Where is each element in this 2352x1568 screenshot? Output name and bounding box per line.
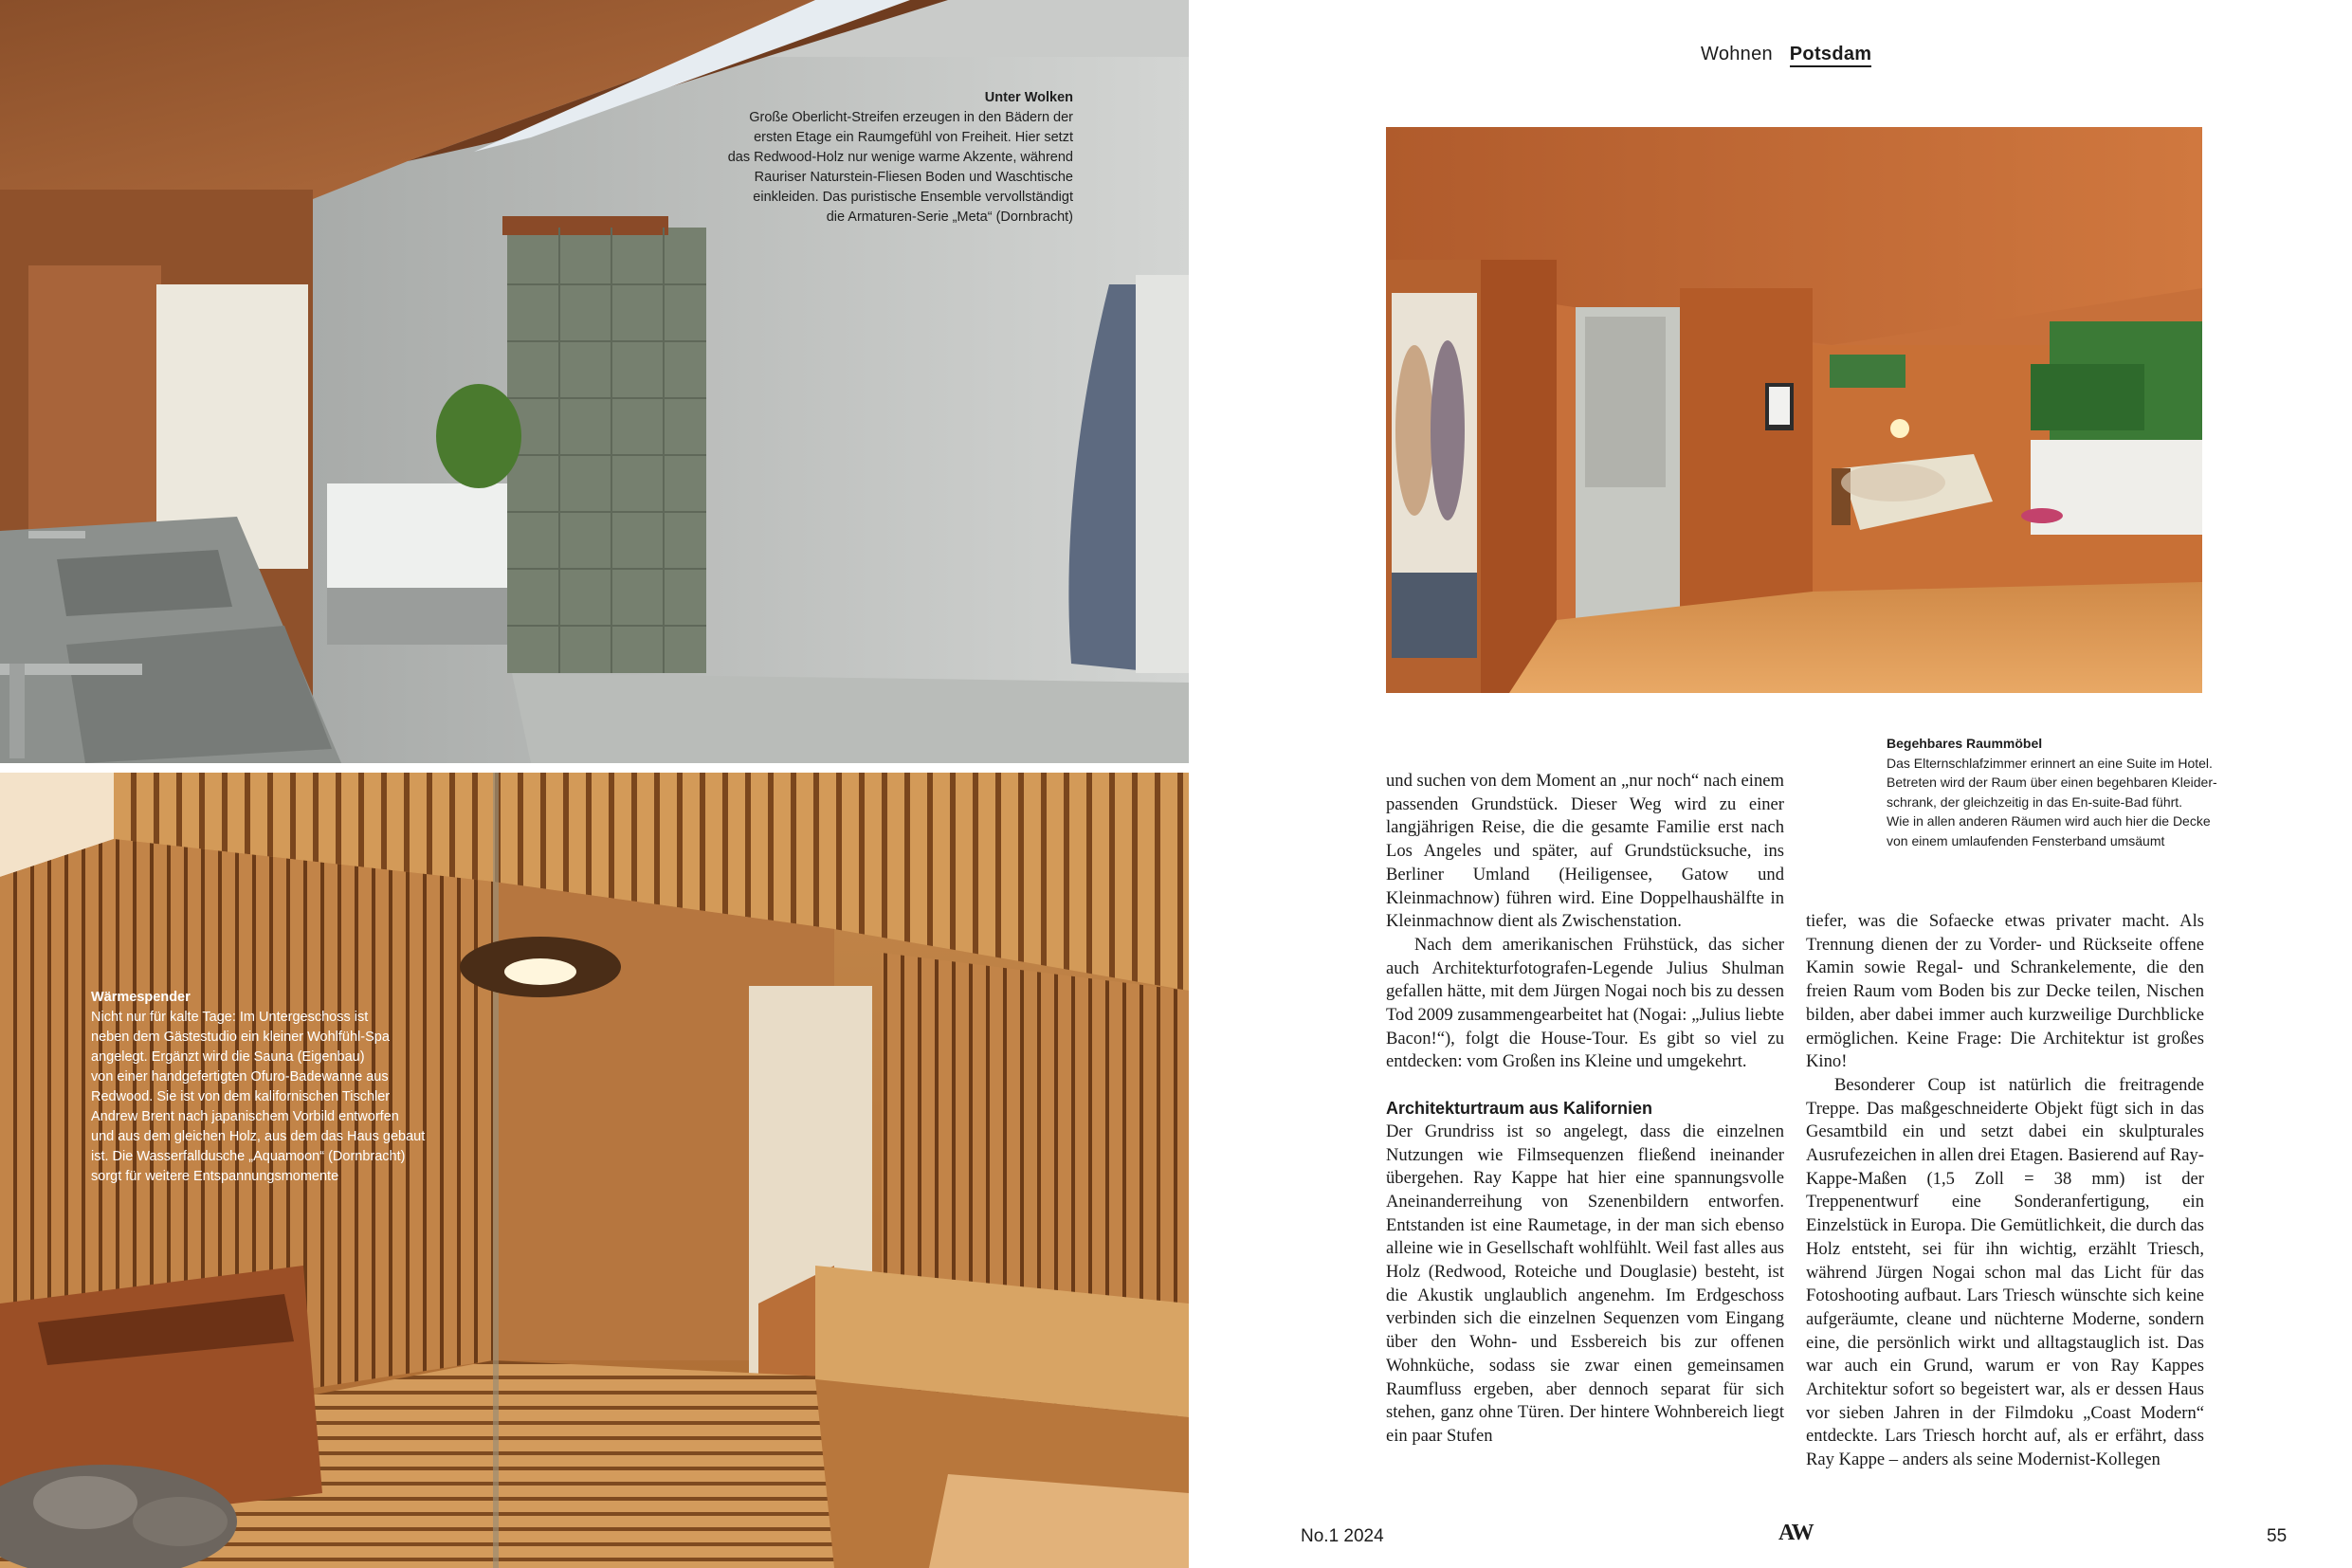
caption-line: Redwood. Sie ist von dem kalifornischen Tischler bbox=[91, 1089, 391, 1104]
magazine-logo: AW bbox=[1778, 1521, 1814, 1545]
caption-begehbares bbox=[1887, 734, 2304, 850]
caption-line: angelegt. Ergänzt wird die Sauna (Eigenbau) bbox=[91, 1049, 365, 1065]
caption-title: Begehbares Raummöbel bbox=[1887, 736, 2043, 751]
caption-line: von einem umlaufenden Fensterband umsäumt bbox=[1887, 832, 2165, 848]
paragraph: und suchen von dem Moment an „nur noch“ nach einem passenden Grundstück. Dieser Weg wird zu einer langjährigen Reise, die die gesamte Familie erst nach Los Angeles und später, auf Grundstücksuche, ins Berliner Umland (Heiligensee, Gatow und Kleinmachnow) führen wird. Eine Doppelhaushälfte in Kleinmachnow dient als Zwischenstation. bbox=[1386, 771, 1784, 932]
caption-line: neben dem Gästestudio ein kleiner Wohlfühl-Spa bbox=[91, 1030, 390, 1045]
caption-line: ist. Die Wasserfalldusche „Aquamoon“ (Dornbracht) bbox=[91, 1149, 406, 1164]
caption-line: Nicht nur für kalte Tage: Im Untergeschoss ist bbox=[91, 1010, 369, 1025]
caption-unter-wolken bbox=[664, 88, 1073, 228]
caption-title: Wärmespender bbox=[91, 990, 191, 1005]
running-header bbox=[1701, 44, 1871, 65]
caption-line: Andrew Brent nach japanischem Vorbild entworfen bbox=[91, 1109, 399, 1124]
text-column-2 bbox=[1806, 910, 2204, 1500]
photo-bedroom bbox=[1386, 127, 2202, 693]
header-location: Potsdam bbox=[1790, 44, 1872, 67]
header-section: Wohnen bbox=[1701, 44, 1773, 64]
paragraph: Besonderer Coup ist natürlich die freitragende Treppe. Das maßgeschneiderte Objekt fügt sich in das Gesamtbild ein und setzt dabei ein skulpturales Ausrufezeichen in allen drei Etagen. Basierend auf Ray-Kappe-Maßen (1,5 Zoll = 38 mm) ist der Treppenentwurf eine Sonderanfertigung, ein Einzelstück in Europa. Die Gemütlichkeit, die durch das Holz entsteht, sei für ihn wichtig, erzählt Triesch, während Jürgen Nogai schon mal das Licht für das Fotoshooting aufbaut. Lars Triesch wünschte sich keine aufgeräumte, cleane und nüchterne Moderne, sondern eine, die persönlich wirkt und alltagstauglich ist. Das war auch ein Grund, warum er von Ray Kappes Architektur sofort so begeistert war, als er dessen Haus vor sieben Jahren in der Filmdoku „Coast Modern“ entdeckte. Lars Triesch horcht auf, als er erfährt, dass Ray Kappe – anders als seine Modernist-Kollegen bbox=[1806, 1074, 2204, 1470]
issue-label: No.1 2024 bbox=[1301, 1526, 1384, 1546]
caption-line: Das Elternschlafzimmer erinnert an eine Suite im Hotel. bbox=[1887, 755, 2213, 771]
caption-line: von einer handgefertigten Ofuro-Badewanne aus bbox=[91, 1069, 389, 1085]
paragraph: Der Grundriss ist so angelegt, dass die einzelnen Nutzungen wie Filmsequenzen fließend ineinander übergehen. Ray Kappe hat hier eine spannungsvolle Aneinanderreihung von Szenenbildern entworfen. Entstanden ist eine Raumetage, in der man sich ebenso alleine wie in Gesellschaft wohlfühlt. Weil fast alles aus Holz (Redwood, Roteiche und Douglasie) besteht, ist die Akustik unglaublich angenehm. Im Erdgeschoss verbinden sich die einzelnen Sequenzen vom Eingang über den Wohn- und Essbereich bis zur offenen Wohnküche, sodass sie zwar einen gemeinsamen Raumfluss ergeben, aber dennoch separat für sich stehen, ganz ohne Türen. Der hintere Wohnbereich liegt ein paar Stufen bbox=[1386, 1121, 1784, 1446]
caption-line: und aus dem gleichen Holz, aus dem das Haus gebaut bbox=[91, 1129, 426, 1144]
caption-line: Betreten wird der Raum über einen begehbaren Kleider- bbox=[1887, 775, 2217, 790]
caption-waermespender bbox=[91, 988, 499, 1187]
caption-line: ersten Etage ein Raumgefühl von Freiheit. Hier setzt bbox=[754, 130, 1073, 145]
caption-title: Unter Wolken bbox=[984, 90, 1073, 105]
paragraph: Nach dem amerikanischen Frühstück, das sicher auch Architekturfotografen-Legende Julius Shulman gefallen hätte, mit dem Jürgen Nogai noch bis zu dessen Tod 2009 zusammengearbeitet hat (Nogai: „Julius liebte Bacon!“), folgt die House-Tour. Es gibt so viel zu entdecken: vom Großen ins Kleine und umgekehrt. bbox=[1386, 934, 1784, 1072]
caption-line: die Armaturen-Serie „Meta“ (Dornbracht) bbox=[826, 210, 1073, 225]
caption-line: sorgt für weitere Entspannungsmomente bbox=[91, 1169, 339, 1184]
caption-line: schrank, der gleichzeitig in das En-suite-Bad führt. bbox=[1887, 793, 2183, 810]
text-column-1 bbox=[1386, 770, 1784, 1500]
caption-line: einkleiden. Das puristische Ensemble vervollständigt bbox=[753, 190, 1073, 205]
page-number: 55 bbox=[2267, 1526, 2288, 1546]
caption-line: Wie in allen anderen Räumen wird auch hier die Decke bbox=[1887, 813, 2211, 829]
caption-line: Rauriser Naturstein-Fliesen Boden und Waschtische bbox=[754, 170, 1073, 185]
caption-line: Große Oberlicht-Streifen erzeugen in den Bädern der bbox=[749, 110, 1073, 125]
paragraph: tiefer, was die Sofaecke etwas privater macht. Als Trennung dienen der zu Vorder- und Rückseite offene Kamin sowie Regal- und Schrankelemente, die den freien Raum vom Boden bis zur Decke teilen, Nischen bilden, aber dabei immer auch kurzweilige Durchblicke ermöglichen. Keine Frage: Die Architektur ist großes Kino! bbox=[1806, 911, 2204, 1072]
subheading: Architekturtraum aus Kalifornien bbox=[1386, 1099, 1653, 1119]
caption-line: das Redwood-Holz nur wenige warme Akzente, während bbox=[727, 150, 1073, 165]
